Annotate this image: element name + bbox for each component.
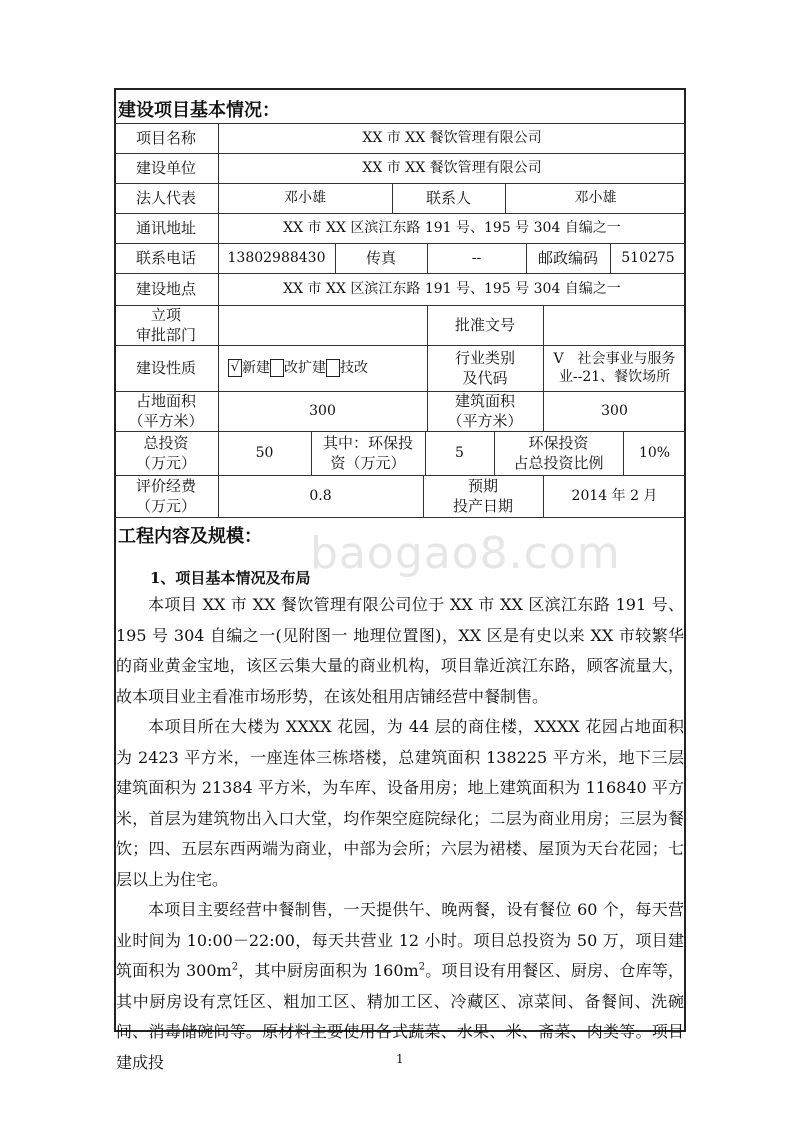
value-legal-rep: 邓小雄 — [284, 190, 326, 206]
value-approval-doc — [543, 305, 686, 345]
label-land-line1: 占地面积 — [135, 392, 196, 410]
label-building-area — [427, 391, 543, 431]
value-land-area: 300 — [309, 403, 336, 419]
value-eval-cost: 0.8 — [309, 488, 332, 504]
label-phone: 联系电话 — [135, 249, 196, 267]
label-industry — [427, 345, 543, 391]
label-legal-rep: 法人代表 — [135, 189, 196, 207]
value-phone: 13802988430 — [227, 250, 326, 266]
value-approval-dept — [218, 305, 427, 345]
label-build-nature: 建设性质 — [135, 359, 196, 377]
paragraph: 本项目 XX 市 XX 餐饮管理有限公司位于 XX 市 XX 区滨江东路 191 号、195 号 304 自编之一(见附图一 地理位置图)，XX 区是有史以来 XX 市较繁华的商业黄金宝地，该区云集大量的商业机构，项目靠近滨江东路，顾客流量大，故本项目业主看准市场形势，在该处租用店铺经营中餐制售。 — [116, 595, 684, 706]
label-env-ratio — [494, 431, 623, 475]
body-text — [116, 590, 684, 1078]
label-building-line1: 建筑面积 — [454, 392, 515, 410]
value-address: XX 市 XX 区滨江东路 191 号、195 号 304 自编之一 — [283, 220, 621, 236]
label-approval-dept — [114, 305, 218, 345]
label-env-line1: 其中：环保投 — [322, 434, 413, 452]
build-nature-options — [218, 345, 427, 391]
label-investment-line2: （万元） — [135, 454, 196, 472]
para3-part3: 。项目设有用餐区、厨房、仓库等，其中厨房设有烹饪区、粗加工区、精加工区、冷藏区、凉菜间、备餐间、洗碗间、消毒储碗间等。原材料主要使用各式蔬菜、水果、米、斋菜、肉类等。项目建成投 — [116, 961, 684, 1072]
subheading-basic-layout: 1、项目基本情况及布局 — [150, 569, 311, 587]
label-project-name: 项目名称 — [135, 129, 196, 147]
value-industry-line1: V 社会事业与服务 — [553, 351, 676, 367]
label-production-date — [423, 475, 543, 517]
label-ratio-line1: 环保投资 — [528, 434, 589, 452]
checkbox-new-build[interactable]: √ — [228, 359, 242, 377]
superscript: 2 — [418, 961, 426, 973]
label-land-line2: （平方米） — [128, 412, 204, 430]
superscript: 2 — [231, 961, 239, 973]
section-title-engineering: 工程内容及规模： — [118, 526, 262, 547]
para3-part2: ，其中厨房面积为 160m — [238, 961, 419, 980]
label-total-investment — [114, 431, 218, 475]
label-date-line2: 投产日期 — [452, 497, 513, 515]
label-env-line2: 资（万元） — [330, 454, 406, 472]
para3-part1: 本项目主要经营中餐制售，一天提供午、晚两餐，设有餐位 60 个，每天营业时间为 10:00－22:00，每天共营业 12 小时。项目总投资为 50 万，项目建筑面积为 300m — [116, 900, 684, 980]
label-build-unit: 建设单位 — [135, 159, 196, 177]
paragraph: 本项目所在大楼为 XXXX 花园，为 44 层的商住楼，XXXX 花园占地面积为 2423 平方米，一座连体三栋塔楼，总建筑面积 138225 平方米，地下三层建筑面积为 21384 平方米，为车库、设备用房；地上建筑面积为 116840 平方米，首层为建筑物出入口大堂，均作架空庭院绿化；二层为商业用房；三层为餐饮；四、五层东西两端为商业，中部为会所；六层为裙楼、屋顶为天台花园；七层以上为住宅。 — [116, 717, 684, 889]
section-title-basic-info: 建设项目基本情况： — [118, 100, 280, 121]
value-fax: -- — [471, 250, 482, 266]
label-industry-line1: 行业类别 — [454, 349, 515, 367]
label-building-line2: （平方米） — [447, 412, 523, 430]
value-industry-line2: 业--21、餐饮场所 — [558, 369, 671, 385]
paragraph — [116, 895, 684, 1078]
value-env-investment: 5 — [455, 445, 464, 461]
label-eval-line1: 评价经费 — [135, 477, 196, 495]
option-expand-label: 改扩建 — [284, 360, 326, 376]
label-land-area — [114, 391, 218, 431]
checkbox-expand[interactable] — [270, 359, 284, 377]
label-eval-cost — [114, 475, 218, 517]
value-site: XX 市 XX 区滨江东路 191 号、195 号 304 自编之一 — [283, 281, 621, 297]
value-env-ratio: 10% — [638, 445, 671, 461]
label-env-investment — [311, 431, 425, 475]
value-zip: 510275 — [621, 250, 675, 266]
label-industry-line2: 及代码 — [462, 369, 508, 387]
table-line — [114, 517, 686, 518]
label-site: 建设地点 — [135, 280, 196, 298]
checkbox-tech[interactable] — [326, 359, 340, 377]
value-build-unit: XX 市 XX 餐饮管理有限公司 — [362, 160, 542, 176]
watermark: baogao8.com — [310, 528, 621, 579]
page-number: 1 — [396, 1052, 404, 1066]
label-eval-line2: （万元） — [135, 497, 196, 515]
label-ratio-line2: 占总投资比例 — [513, 454, 604, 472]
value-building-area: 300 — [601, 403, 628, 419]
label-date-line1: 预期 — [467, 477, 498, 495]
label-address: 通讯地址 — [135, 219, 196, 237]
value-production-date: 2014 年 2 月 — [571, 488, 658, 504]
value-total-investment: 50 — [255, 445, 274, 461]
option-new-build-label: 新建 — [242, 360, 270, 376]
option-tech-label: 技改 — [340, 360, 368, 376]
value-industry — [543, 345, 686, 391]
label-contact: 联系人 — [425, 189, 471, 207]
value-contact: 邓小雄 — [574, 190, 617, 206]
value-project-name: XX 市 XX 餐饮管理有限公司 — [362, 130, 542, 146]
label-fax: 传真 — [365, 249, 396, 267]
label-approval-doc: 批准文号 — [454, 316, 515, 334]
label-approval-line2: 审批部门 — [135, 326, 196, 344]
label-zip: 邮政编码 — [537, 249, 598, 267]
label-investment-line1: 总投资 — [143, 434, 189, 452]
label-approval-line1: 立项 — [150, 306, 181, 324]
